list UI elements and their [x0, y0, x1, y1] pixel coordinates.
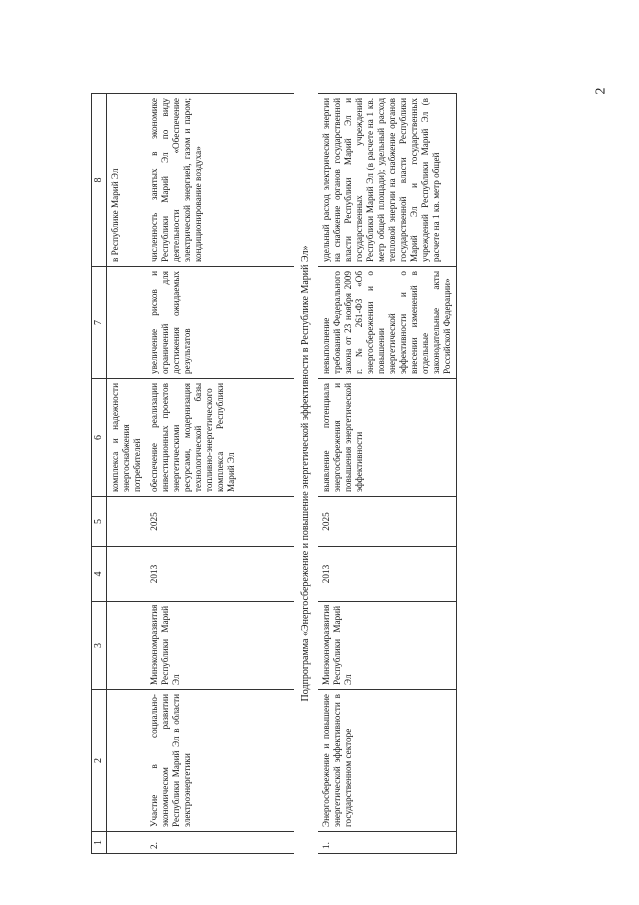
page-number: 2: [593, 87, 609, 95]
row-number: 1.: [318, 832, 457, 854]
start-year: 2013: [318, 547, 457, 602]
continuation-row: [107, 94, 147, 854]
end-year: 2025: [146, 497, 294, 547]
continuation-indicator: в Республике Марий Эл: [107, 94, 147, 267]
col-header-4: 4: [92, 547, 107, 602]
target-indicator: численность занятых в экономике Республики Марий Эл по виду деятельности «Обеспечение электрической энергией, газом и паром; кондиционирование воздуха»: [146, 94, 294, 267]
end-year: 2025: [318, 497, 457, 547]
table-row: [146, 94, 294, 854]
subprogram-row: [294, 94, 318, 854]
expected-result: обеспечение реализации инвестиционных проектов энергетическими ресурсами, модернизация технологической базы топливно-энергетического комплекса Республики Марий Эл: [146, 379, 294, 497]
header-row: [92, 94, 107, 854]
row-number: 2.: [146, 832, 294, 854]
col-header-3: 3: [92, 602, 107, 690]
program-table: [91, 93, 457, 854]
risk-consequence: невыполнение требований Федерального закона от 23 ноября 2009 г. № 261-ФЗ «Об энергосбережении и о повышении энергетической эффективности и о внесении изменений в отдельные законодательные акты Российской Федерации»: [318, 267, 457, 379]
subprogram-title: Подпрограмма «Энергосбережение и повышение энергетической эффективности в Республике Марий Эл»: [300, 245, 312, 702]
measure-name: Участие в социально-экономическом развитии Республики Марий Эл в области электроэнергетики: [146, 690, 294, 832]
target-indicator: удельный расход электрической энергии на снабжение органов государственной власти Республики Марий Эл и государственных учреждений Республики Марий Эл (в расчете на 1 кв. метр общей площади); удельный расход тепловой энергии на снабжение органов государственной власти Республики Марий Эл и государственных учреждений Республики Марий Эл (в расчете на 1 кв. метр общей: [318, 94, 457, 267]
col-header-8: 8: [92, 94, 107, 267]
col-header-6: 6: [92, 379, 107, 497]
executor: Минэкономразвития Республики Марий Эл: [318, 602, 457, 690]
executor: Минэкономразвития Республики Марий Эл: [146, 602, 294, 690]
table-row: [318, 94, 457, 854]
measure-name: Энергосбережение и повышение энергетической эффективности в государственном секторе: [318, 690, 457, 832]
col-header-1: 1: [92, 832, 107, 854]
start-year: 2013: [146, 547, 294, 602]
risk-consequence: увеличение рисков и ограничений для достижения ожидаемых результатов: [146, 267, 294, 379]
col-header-2: 2: [92, 690, 107, 832]
col-header-5: 5: [92, 497, 107, 547]
expected-result: выявление потенциала энергосбережения и повышения энергетической эффективности: [318, 379, 457, 497]
continuation-result: комплекса и надежности энергоснабжения потребителей: [107, 379, 147, 497]
col-header-7: 7: [92, 267, 107, 379]
